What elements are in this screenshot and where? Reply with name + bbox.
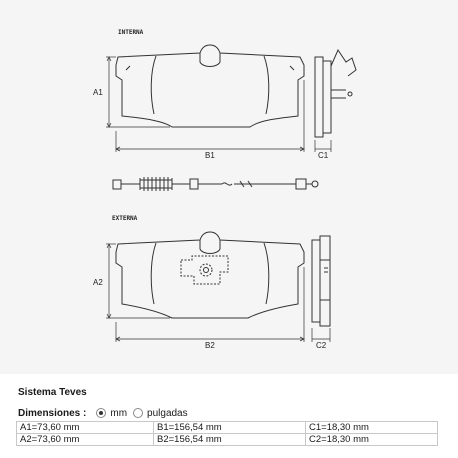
- dimension-c1-label: C1: [318, 151, 329, 160]
- radio-pulgadas[interactable]: [133, 408, 143, 418]
- interna-label: INTERNA: [118, 29, 144, 36]
- unit-option-pulgadas[interactable]: [133, 408, 188, 419]
- inner-dimension-lines: [106, 57, 331, 152]
- system-title: Sistema Teves: [18, 387, 87, 398]
- table-cell: B2=156,54 mm: [154, 434, 306, 446]
- unit-option-pulgadas-label: pulgadas: [147, 407, 188, 419]
- table-cell: C2=18,30 mm: [306, 434, 438, 446]
- dimensions-table: [16, 421, 438, 446]
- externa-label: EXTERNA: [112, 215, 138, 222]
- dimension-b1-label: B1: [205, 151, 215, 160]
- table-row: [17, 434, 438, 446]
- outer-pad-outline: [116, 232, 304, 318]
- table-cell: A2=73,60 mm: [17, 434, 154, 446]
- unit-option-mm[interactable]: [96, 408, 127, 419]
- dimension-b2-label: B2: [205, 341, 215, 350]
- units-label: Dimensiones :: [18, 407, 87, 419]
- inner-pad-side-view: [315, 50, 356, 137]
- table-row: [17, 422, 438, 434]
- unit-option-mm-label: mm: [110, 407, 128, 419]
- dimension-a2-label: A2: [93, 278, 103, 287]
- dimension-a1-label: A1: [93, 88, 103, 97]
- table-cell: B1=156,54 mm: [154, 422, 306, 434]
- table-cell: A1=73,60 mm: [17, 422, 154, 434]
- outer-pad-side-view: [312, 236, 330, 326]
- dimension-c2-label: C2: [316, 341, 327, 350]
- radio-mm[interactable]: [96, 408, 106, 418]
- inner-pad-outline: [116, 45, 304, 127]
- table-cell: C1=18,30 mm: [306, 422, 438, 434]
- outer-dimension-lines: [106, 244, 330, 342]
- wear-sensor-wire: [113, 177, 318, 191]
- units-selector: [18, 406, 188, 420]
